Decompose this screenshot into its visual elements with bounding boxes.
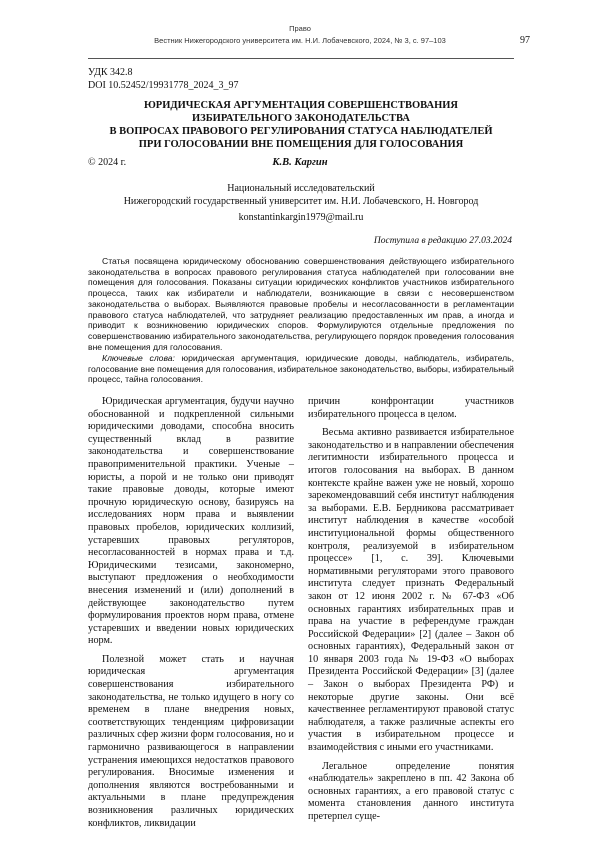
page-number: 97 [520, 35, 530, 46]
body-column-left [88, 396, 294, 836]
author-email: konstantinkargin1979@mail.ru [238, 212, 364, 223]
keywords-label: Ключевые слова: [102, 353, 175, 363]
title-line: ПРИ ГОЛОСОВАНИИ ВНЕ ПОМЕЩЕНИЯ ДЛЯ ГОЛОСОВАНИЯ [138, 139, 464, 150]
paragraph: Юридическая аргументация, будучи научно обоснованной и подкрепленной сильными юридическими доводами, способна вносить существенный вклад в развитие законодательства и совершенствование правоприменительной практики. Ученые – юристы, а порой и не только они приводят такие правовые доводы, которые имеют прочную юридическую основу, базируясь на исследованиях норм права и выявлении правовых пробелов, юридических коллизий, устаревших правовых регуляторов, несогласованностей в нормах права и т.д. Юридическими тезисами, закономерно, выступают предложения о необходимости внесения изменений и (или) дополнений в действующее законодательство путем формулирования проектов норм права, отмене устаревших и введении новых юридических норм. [88, 396, 294, 647]
article-title [88, 99, 514, 151]
title-line: ЮРИДИЧЕСКАЯ АРГУМЕНТАЦИЯ СОВЕРШЕНСТВОВАНИЯ [143, 100, 459, 111]
paragraph: причин конфронтации участников избирательного процесса в целом. [308, 396, 514, 420]
header-section: Право [289, 24, 311, 33]
abstract: Статья посвящена юридическому обоснованию совершенствования действующего избирательного законодательства в вопросах правового регулирования статуса наблюдателей при голосовании вне помещения для голосования. Показаны ситуации юридических конфликтов участников избирательного процесса, таких как избиратели и наблюдатели, возникающие в связи с несовершенством законодательства о выборах. Выявляются правовые пробелы и несогласованности в регламентации правового статуса наблюдателей, что затрудняет реализацию предоставленных им прав, а иногда и приводит к возникновению юридических споров. Формулируются отдельные предложения по совершенствованию избирательного законодательства, регулирующего порядок проведения голосования вне помещения для голосования. [88, 256, 514, 352]
doi: DOI 10.52452/19931778_2024_3_97 [88, 80, 239, 91]
paragraph: Легальное определение понятия «наблюдатель» закреплено в пп. 42 Закона об основных гарантиях, а его правовой статус с момента становления данного института претерпел суще- [308, 760, 514, 822]
title-line: ИЗБИРАТЕЛЬНОГО ЗАКОНОДАТЕЛЬСТВА [192, 113, 410, 124]
affiliation-line: Нижегородский государственный университет им. Н.И. Лобачевского, Н. Новгород [123, 196, 479, 207]
copyright: © 2024 г. [88, 157, 127, 168]
keywords [88, 353, 514, 385]
udc-code: УДК 342.8 [88, 67, 133, 78]
received-date: Поступила в редакцию 27.03.2024 [373, 236, 512, 246]
author-name: К.В. Каргин [272, 157, 328, 168]
paragraph: Весьма активно развивается избирательное законодательство и в направлении обеспечения легитимности избирательного процесса и итогов голосования на выборах. В данном контексте крайне важен уже не новый, хорошо зарекомендовавший себя институт наблюдения за выборами. Е.В. Бердникова рассматривает институт наблюдения в качестве «особой институциональной формы общественного контроля, реализуемой в избирательном процессе» [1, с. 39]. Ключевыми нормативными регуляторами этого правового института следует признать Федеральный закон от 12 июня 2002 г. № 67-ФЗ «Об основных гарантиях избирательных прав и права на участие в референдуме граждан Российской Федерации» [2] (далее – Закон об основных гарантиях), Федеральный закон от 10 января 2003 года № 19-ФЗ «О выборах Президента Российской Федерации» [3] (далее – Закон о выборах Президента РФ) и некоторые другие законы. Они всё качественнее регламентируют правовой статус наблюдателя, а также различные аспекты его участия в избирательном процессе и взаимодействия с иными его участниками. [308, 427, 514, 754]
body-column-right [308, 396, 514, 830]
header-journal: Вестник Нижегородского университета им. Н.И. Лобачевского, 2024, № 3, с. 97–103 [154, 36, 446, 45]
title-line: В ВОПРОСАХ ПРАВОВОГО РЕГУЛИРОВАНИЯ СТАТУСА НАБЛЮДАТЕЛЕЙ [109, 126, 493, 137]
header-rule [88, 58, 514, 59]
affiliation [88, 182, 514, 208]
keywords-text: юридическая аргументация, юридические доводы, наблюдатель, избиратель, голосование вне помещения для голосования, избирательное законодательство, выборы, избирательный процесс, тайна голосования. [88, 353, 515, 385]
paragraph: Полезной может стать и научная юридическая аргументация совершенствования избирательного законодательства, не только идущего в ногу со временем в плане внедрения новых, соответствующих тенденциям цифровизации различных сфер жизни форм голосования, но и гармонично развивающегося в направлении устранения имеющихся недостатков правового регулирования. Вносимые изменения и дополнения являются востребованными и актуальными в плане предупреждения возникновения различных юридических конфликтов, ликвидации [88, 653, 294, 829]
affiliation-line: Национальный исследовательский [227, 183, 375, 194]
